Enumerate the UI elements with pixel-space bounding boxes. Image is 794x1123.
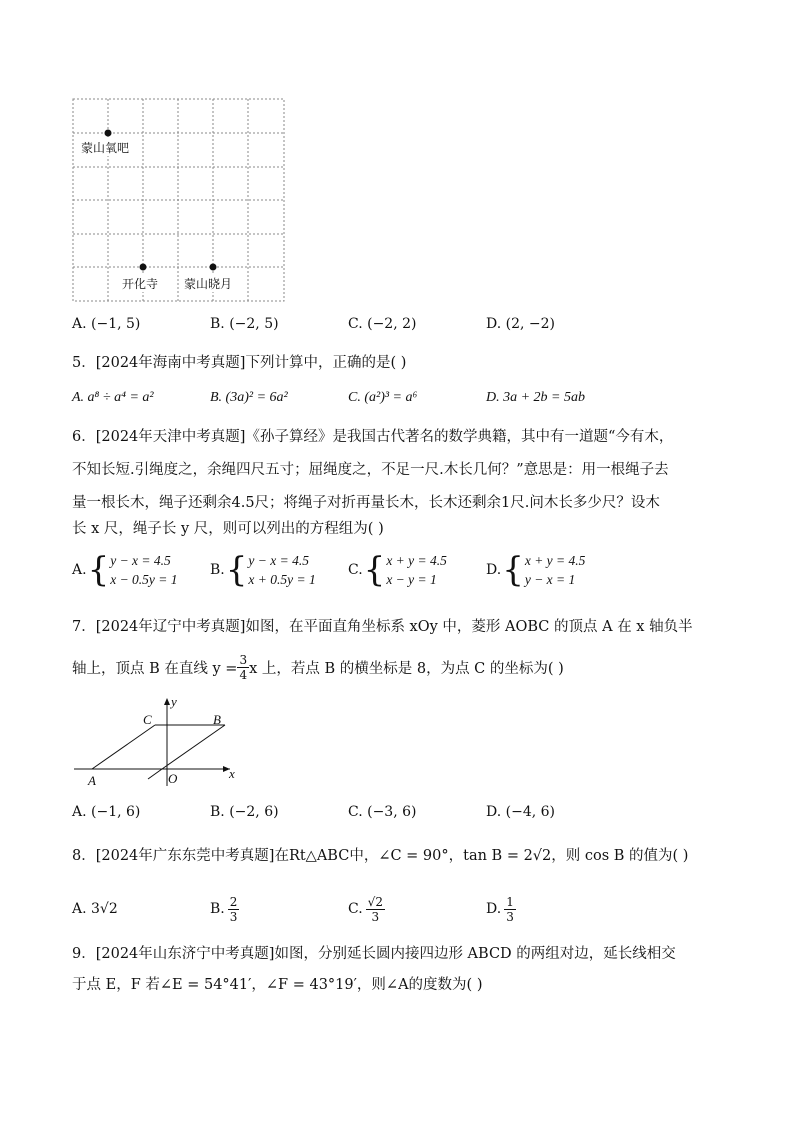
rhombus-figure <box>70 694 240 788</box>
q4-option-d[interactable]: D. (2, −2) <box>486 316 555 332</box>
q8-option-b-numerator: 2 <box>229 894 238 909</box>
q6-option-d-letter: D. <box>486 562 502 578</box>
q6-option-d[interactable] <box>486 549 585 591</box>
q8-stem: 8．[2024年广东东莞中考真题]在Rt△ABC中，∠C = 90°，tan B = 2√2，则 cos B 的值为( ) <box>72 848 689 864</box>
brace-icon: { <box>225 550 248 590</box>
q8-option-c-numerator: √2 <box>367 894 383 909</box>
q6-option-b-letter: B. <box>210 562 225 578</box>
q5-option-a[interactable]: A. a⁸ ÷ a⁴ = a² <box>72 390 154 405</box>
q6-option-a-letter: A. <box>72 562 87 578</box>
q6-option-d-eq1: x + y = 4.5 <box>524 553 586 568</box>
q6-option-b-eq2: x + 0.5y = 1 <box>248 572 316 587</box>
q7-option-d[interactable]: D. (−4, 6) <box>486 804 555 820</box>
q6-option-d-eq2: y − x = 1 <box>524 572 576 587</box>
q6-option-b-eq1: y − x = 4.5 <box>248 553 309 568</box>
q7-stem-line2 <box>72 650 564 684</box>
q5-option-c[interactable]: C. (a²)³ = a⁶ <box>348 390 418 405</box>
q7-option-a[interactable]: A. (−1, 6) <box>72 804 141 820</box>
label-temple: 开化寺 <box>122 277 159 291</box>
q6-option-c[interactable] <box>348 549 447 591</box>
label-O: O <box>168 771 178 786</box>
point-moon <box>210 264 217 271</box>
q8-option-d[interactable] <box>486 888 516 930</box>
q6-option-a-eq2: x − 0.5y = 1 <box>110 572 178 587</box>
q6-stem-line4: 长 x 尺，绳子长 y 尺，则可以列出的方程组为( ) <box>72 521 384 537</box>
q6-option-b[interactable] <box>210 549 316 591</box>
q8-option-d-letter: D. <box>486 901 502 917</box>
q8-option-d-denominator: 3 <box>506 909 514 924</box>
q6-option-a[interactable] <box>72 549 178 591</box>
q9-stem-line1: 9．[2024年山东济宁中考真题]如图，分别延长圆内接四边形 ABCD 的两组对边，延长线相交 <box>72 946 676 962</box>
q8-option-c-denominator: 3 <box>371 909 380 924</box>
label-B: B <box>213 712 221 727</box>
q7-fraction <box>237 653 249 682</box>
q5-option-b[interactable]: B. (3a)² = 6a² <box>210 390 288 405</box>
q6-option-c-eq2: x − y = 1 <box>386 572 437 587</box>
label-y-axis: y <box>171 694 177 709</box>
label-x-axis: x <box>229 766 235 781</box>
brace-icon: { <box>363 550 386 590</box>
label-C: C <box>143 712 152 727</box>
point-temple <box>140 264 147 271</box>
q8-option-d-numerator: 1 <box>506 894 514 909</box>
q7-option-c[interactable]: C. (−3, 6) <box>348 804 417 820</box>
label-moon: 蒙山晓月 <box>184 277 233 291</box>
q8-option-a[interactable]: A. 3√2 <box>72 901 118 917</box>
q5-stem: 5．[2024年海南中考真题]下列计算中，正确的是( ) <box>72 355 407 371</box>
q6-stem-line1: 6．[2024年天津中考真题]《孙子算经》是我国古代著名的数学典籍，其中有一道题“今有木， <box>72 429 674 445</box>
q7-stem-line1: 7．[2024年辽宁中考真题]如图，在平面直角坐标系 xOy 中，菱形 AOBC 的顶点 A 在 x 轴负半 <box>72 619 693 635</box>
point-oxygen-bar <box>105 130 112 137</box>
q7-stem-line2-a: 轴上，顶点 B 在直线 y = <box>72 660 238 677</box>
brace-icon: { <box>87 550 110 590</box>
q6-stem-line2: 不知长短.引绳度之，余绳四尺五寸；屈绳度之，不足一尺.木长几何？”意思是：用一根绳子去 <box>72 462 669 478</box>
q5-option-d[interactable]: D. 3a + 2b = 5ab <box>486 390 586 405</box>
q6-option-a-eq1: y − x = 4.5 <box>110 553 171 568</box>
label-oxygen-bar: 蒙山氧吧 <box>81 141 130 155</box>
q8-option-b[interactable] <box>210 888 239 930</box>
q4-option-a[interactable]: A. (−1, 5) <box>72 316 141 332</box>
brace-icon: { <box>502 550 524 590</box>
q4-option-c[interactable]: C. (−2, 2) <box>348 316 417 332</box>
q8-option-c[interactable] <box>348 888 385 930</box>
q7-option-b[interactable]: B. (−2, 6) <box>210 804 279 820</box>
q7-fraction-denominator: 4 <box>239 667 248 682</box>
q8-option-c-letter: C. <box>348 901 363 917</box>
q6-option-c-eq1: x + y = 4.5 <box>386 553 447 568</box>
q6-option-c-letter: C. <box>348 562 363 578</box>
q7-stem-line2-b: x 上，若点 B 的横坐标是 8，为点 C 的坐标为( ) <box>249 660 564 677</box>
q7-fraction-numerator: 3 <box>239 652 248 667</box>
q8-option-b-denominator: 3 <box>229 909 238 924</box>
q8-option-b-letter: B. <box>210 901 225 917</box>
grid-map-figure <box>72 98 286 304</box>
label-A: A <box>88 773 96 788</box>
q4-option-b[interactable]: B. (−2, 5) <box>210 316 279 332</box>
q6-stem-line3: 量一根长木，绳子还剩余4.5尺；将绳子对折再量长木，长木还剩余1尺.问木长多少尺？设木 <box>72 495 660 511</box>
q9-stem-line2: 于点 E，F 若∠E = 54°41′，∠F = 43°19′，则∠A的度数为( ) <box>72 977 483 993</box>
